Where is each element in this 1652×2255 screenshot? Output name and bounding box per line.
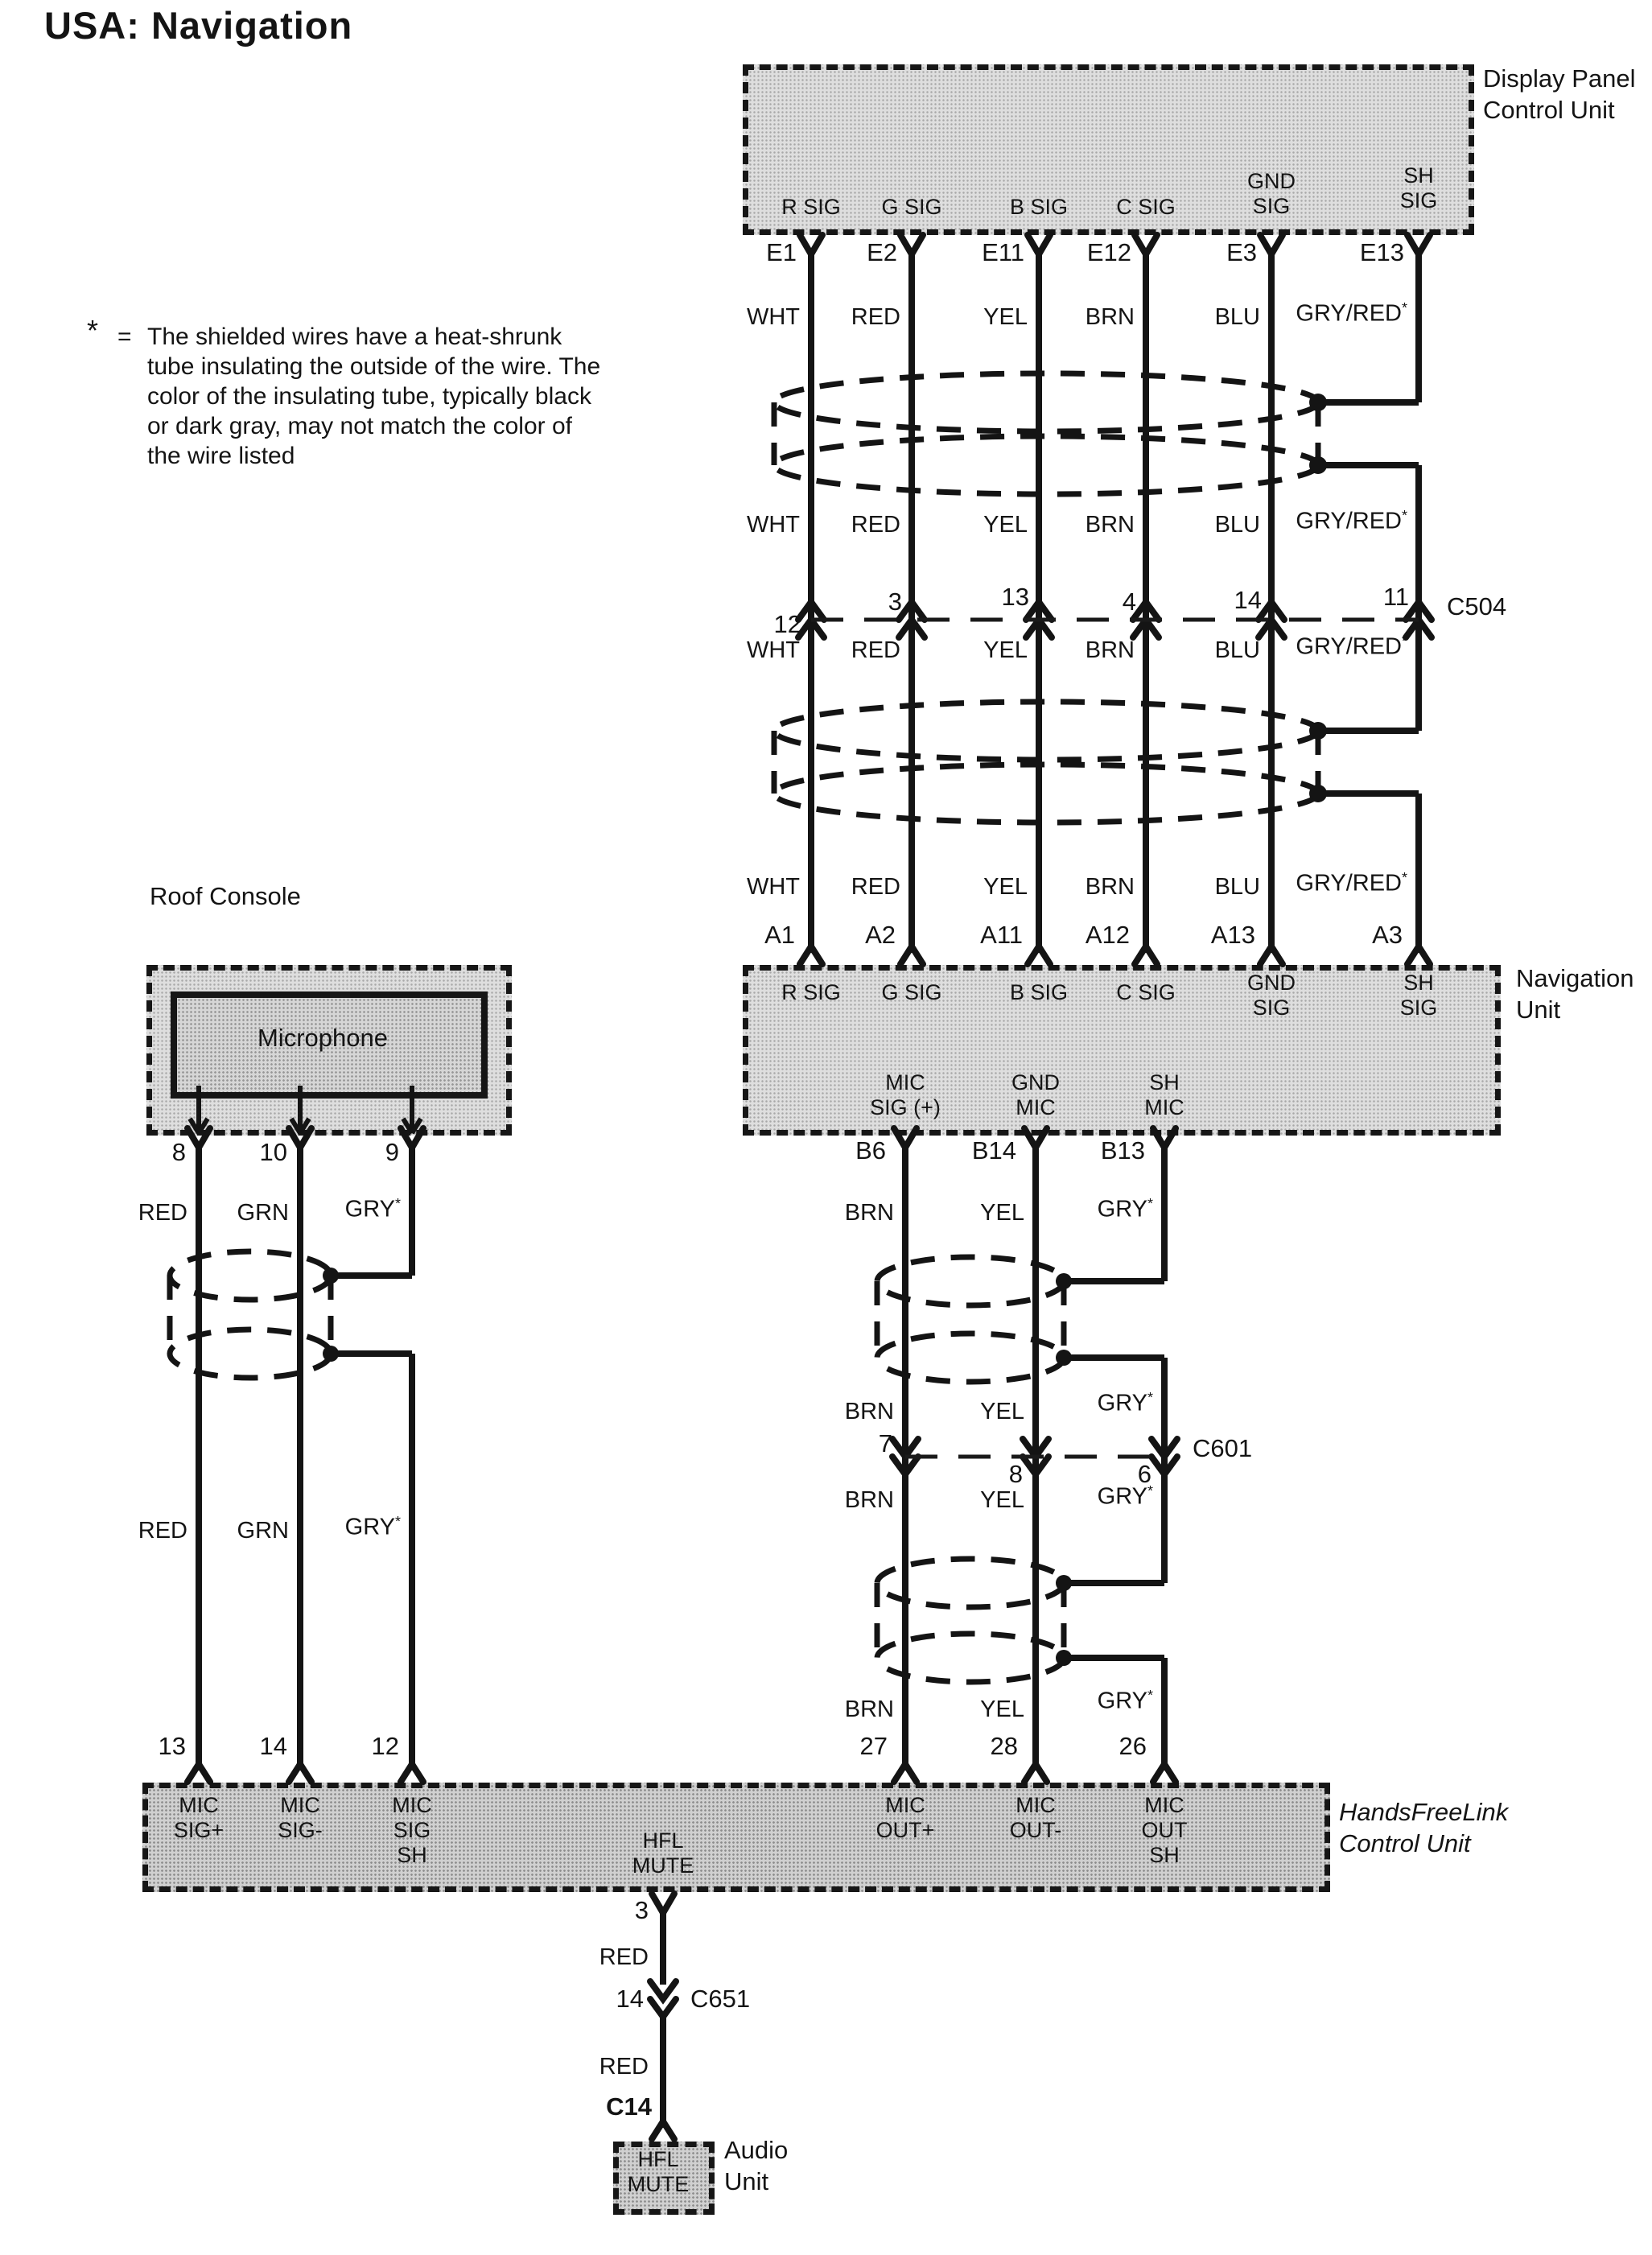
hfl-mute-label: HFL MUTE [632,1828,694,1878]
c504-pin-number: 11 [1382,583,1409,611]
pin-label: 14 [616,1985,644,2013]
wire-color: YEL [980,1200,1024,1226]
wire-color: BRN [1085,874,1135,900]
pin-label: B14 [971,1136,1016,1165]
hfl-mic-out-sh: MIC OUT SH [1141,1793,1188,1867]
navigation-unit-label: Navigation Unit [1516,964,1634,1024]
microphone-label: Microphone [257,1024,388,1052]
wire-color-shielded: GRY* [1097,1389,1153,1416]
nav-mic-sig: MIC SIG (+) [870,1070,941,1119]
hfl-mic-sig-sh: MIC SIG SH [392,1793,432,1867]
note-line: tube insulating the outside of the wire. The [147,353,601,380]
wire-color: BRN [1085,512,1135,538]
pin-label: 28 [990,1732,1018,1760]
c601-pin-number: 8 [1008,1460,1023,1488]
hfl-mic-out-plus: MIC OUT+ [875,1793,935,1842]
note-line: the wire listed [147,443,295,469]
wire-color-shielded: GRY* [1097,1687,1153,1714]
pin-label: E12 [1086,238,1131,266]
note-equals: = [117,324,132,350]
pin-label: E11 [982,238,1024,266]
connector-label-c14: C14 [606,2092,652,2121]
pin-label: 12 [371,1732,399,1760]
pin-label: A11 [980,921,1023,949]
wire-color: WHT [746,874,800,900]
wire-color-shielded: GRY/RED* [1296,299,1407,327]
note-asterisk: * [87,314,99,347]
wire-color: BRN [844,1399,894,1424]
pin-label: E2 [867,238,897,266]
wire-color-shielded: GRY* [344,1195,401,1222]
wire-color-shielded: GRY/RED* [1296,633,1407,660]
hfl-mic-sig-plus: MIC SIG+ [173,1793,225,1842]
nav-signal-sh: SH SIG [1399,971,1438,1020]
wire-color-shielded: GRY/RED* [1296,869,1407,897]
connector-label-c651: C651 [690,1985,751,2013]
wire-color: YEL [983,874,1028,900]
nav-gnd-mic: GND MIC [1011,1070,1060,1119]
pin-label: E1 [766,238,797,266]
wire-color: YEL [983,512,1028,538]
wires-group [190,270,1419,2110]
nav-signal-b: B SIG [1009,980,1069,1004]
display-signal-r: R SIG [781,195,841,219]
wire-color: YEL [980,1696,1024,1722]
wire-color: BLU [1214,637,1260,663]
connector-label-c601: C601 [1193,1434,1253,1462]
display-signal-g: G SIG [881,195,942,219]
wire-color: RED [599,2054,649,2080]
note-line: or dark gray, may not match the color of [147,413,573,439]
pin-label: 8 [171,1138,186,1166]
handsfreelink-unit-label: HandsFreeLink Control Unit [1339,1798,1509,1857]
wire-color: YEL [980,1487,1024,1513]
hfl-mic-out-minus: MIC OUT- [1009,1793,1062,1842]
nav-signal-r: R SIG [781,980,841,1004]
display-signal-sh: SH SIG [1399,163,1438,212]
pin-label: 3 [634,1896,649,1924]
display-panel-unit-label: Display Panel Control Unit [1483,64,1636,124]
wire-color: BRN [1085,304,1135,330]
pin-label: 9 [385,1138,399,1166]
wire-color: YEL [983,304,1028,330]
pin-label: B13 [1100,1136,1145,1165]
wire-color: BRN [844,1487,894,1513]
wire-color: GRN [237,1200,289,1226]
display-signal-c: C SIG [1116,195,1176,219]
pin-label: A1 [764,921,795,949]
wire-color: GRN [237,1518,289,1544]
wire-color: RED [851,637,900,663]
audio-hfl-mute-label: HFL MUTE [627,2147,690,2196]
wire-color-shielded: GRY/RED* [1296,507,1407,534]
wire-color-shielded: GRY* [344,1513,401,1540]
hfl-mic-sig-minus: MIC SIG- [278,1793,323,1842]
display-signal-gnd: GND SIG [1247,169,1296,218]
c504-pin-number: 13 [1001,583,1029,611]
pin-label: 14 [259,1732,287,1760]
roof-console-label: Roof Console [150,882,301,910]
pin-label: B6 [855,1136,886,1165]
wire-color: RED [599,1944,649,1970]
pin-label: 10 [259,1138,287,1166]
wire-color: BLU [1214,304,1260,330]
pin-label: 27 [859,1732,888,1760]
nav-signal-g: G SIG [881,980,942,1004]
wire-color: WHT [746,512,800,538]
wire-color: YEL [980,1399,1024,1424]
wire-color: BRN [844,1200,894,1226]
c504-pin-number: 14 [1234,586,1262,614]
wire-color: YEL [983,637,1028,663]
wire-color: RED [851,512,900,538]
pin-label: E3 [1226,238,1257,266]
note-line: The shielded wires have a heat-shrunk [147,324,562,350]
nav-signal-c: C SIG [1116,980,1176,1004]
shield-drain-dots [323,394,1327,1666]
pin-label: 13 [158,1732,186,1760]
wire-color: WHT [746,304,800,330]
wire-color: BRN [1085,637,1135,663]
wire-color: BLU [1214,874,1260,900]
wire-color: RED [851,874,900,900]
pin-label: A2 [865,921,896,949]
c601-pin-number: 6 [1137,1460,1151,1488]
note-line: color of the insulating tube, typically black [147,383,591,410]
wire-color: WHT [746,637,800,663]
nav-sh-mic: SH MIC [1144,1070,1184,1119]
pin-label: A12 [1085,921,1130,949]
pin-label: A13 [1210,921,1255,949]
c601-pin-number: 7 [878,1429,892,1457]
wire-color: BRN [844,1696,894,1722]
wire-color-shielded: GRY* [1097,1195,1153,1222]
wire-color: RED [138,1200,187,1226]
wire-color-shielded: GRY* [1097,1482,1153,1510]
wire-color: RED [138,1518,187,1544]
wire-color: BLU [1214,512,1260,538]
pin-label: E13 [1359,238,1404,266]
connector-label-c504: C504 [1447,592,1507,620]
c504-pin-number: 12 [773,610,801,638]
nav-signal-gnd: GND SIG [1247,971,1296,1020]
page-title: USA: Navigation [44,4,353,47]
pin-label: 26 [1118,1732,1147,1760]
pin-label: A3 [1372,921,1403,949]
c504-pin-number: 3 [888,587,902,616]
display-signal-b: B SIG [1009,195,1069,219]
audio-unit-label: Audio Unit [724,2136,789,2195]
c504-pin-number: 4 [1122,587,1136,616]
wire-color: RED [851,304,900,330]
